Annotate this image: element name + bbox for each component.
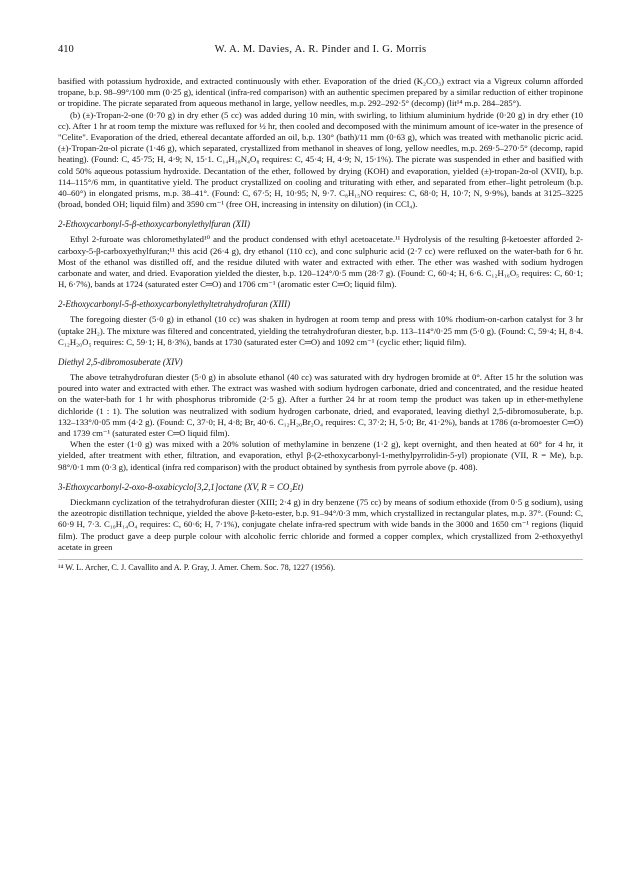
paragraph: Ethyl 2-furoate was chloromethylated¹⁰ and the product condensed with ethyl acetoacetate.¹¹ Hydrolysis of the resulting β-ketoester afforded 2-carboxy-5-β-carboxyethylfuran;¹¹ this acid (26·4 g), dry ethanol (110 cc), and conc sulphuric acid (2·7 cc) were refluxed on the water-bath for 6 hr. Most of the ethanol was distilled off, and the residue diluted with water and extracted with ether. The ether was washed with sodium hydrogen carbonate and water, and dried. Evaporation yielded the diester, b.p. 120–124°/0·5 mm (28·7 g). (Found: C, 60·4; H, 6·6. C₁₂H₁₆O₅ requires: C, 60·1; H, 6·7%), bands at 1724 (saturated ester C═O) and 1706 cm⁻¹ (aromatic ester C═O; liquid film). — [58, 234, 583, 290]
paragraph: Dieckmann cyclization of the tetrahydrofuran diester (XIII; 2·4 g) in dry benzene (75 cc) by means of sodium ethoxide (from 0·5 g sodium), using the azeotropic distillation technique, yielded the above β-keto-ester, b.p. 91–94°/0·3 mm, which crystallized in rectangular plates, m.p. 37°. (Found: C, 60·9 H, 7·3. C₁₀H₁₄O₄ requires: C, 60·6; H, 7·1%), conjugate chelate infra-red spectrum with wide bands in the 3000 and 1650 cm⁻¹ regions (liquid film). The product gave a deep purple colour with alcoholic ferric chloride and formed a copper complex, which crystallized from 2-ethoxyethyl acetate in green — [58, 496, 583, 552]
section-heading: 2-Ethoxycarbonyl-5-β-ethoxycarbonylethyltetrahydrofuran (XIII) — [58, 299, 291, 310]
paragraph: The foregoing diester (5·0 g) in ethanol (10 cc) was shaken in hydrogen at room temp and press with 10% rhodium-on-carbon catalyst for 3 hr (uptake 2H₂). The mixture was filtered and concentrated, yielding the tetrahydrofuran diester, b.p. 113–114°/0·25 mm (5·0 g). (Found: C, 59·4; H, 8·4. C₁₂H₂₀O₅ requires: C, 59·1; H, 8·3%), bands at 1730 (saturated ester C═O) and 1092 cm⁻¹ (cyclic ether; liquid film). — [58, 314, 583, 347]
paragraph: basified with potassium hydroxide, and extracted continuously with ether. Evaporation of the dried (K₂CO₃) extract via a Vigreux column afforded tropane, b.p. 98–99°/100 mm (0·25 g), identical (infra-red comparison) with an authentic specimen prepared by a similar reduction of either tropinone or tropidine. The picrate separated from aqueous methanol in large, yellow needles, m.p. 292–292·5° (decomp) (lit¹⁴ m.p. 284–285°). — [58, 76, 583, 109]
article-body — [58, 76, 583, 553]
running-header — [58, 44, 583, 58]
running-title: W. A. M. Davies, A. R. Pinder and I. G. Morris — [214, 44, 427, 55]
paragraph: (b) (±)-Tropan-2-one (0·70 g) in dry ether (5 cc) was added during 10 min, with swirling, to lithium aluminium hydride (0·20 g) in dry ether (10 cc). After 1 hr at room temp the mixture was refluxed for ½ hr, then cooled and decomposed with the minimum amount of ice-water in the presence of "Celite". Evaporation of the dried, ethereal decantate afforded an oil, b.p. 130° (bath)/11 mm (0·63 g), which was treated with methanolic picric acid. (±)-Tropan-2α-ol picrate (1·46 g), which separated, crystallized from methanol in sheaves of long, yellow needles, m.p. 269·5–270·5° (decomp, rapid heating). (Found: C, 45·75; H, 4·9; N, 15·1. C₁₄H₁₈N₄O₈ requires: C, 45·4; H, 4·9; N, 15·1%). The picrate was suspended in ether and basified with cold 50% aqueous potassium hydroxide. Decantation of the ether, followed by drying (KOH) and evaporation, yielded (±)-tropan-2α-ol (XVII), b.p. 114–115°/6 mm, in quantitative yield. The product crystallized on cooling and triturating with ether, and separated from ether–light petroleum (b.p. 40–60°) in elongated prisms, m.p. 38–41°. (Found: C, 67·5; H, 10·95; N, 9·7. C₈H₁₅NO requires: C, 68·0; H, 10·7; N, 9·9%), bands at 3125–3225 (broad, bonded OH; liquid film) and 3590 cm⁻¹ (free OH, increasing in intensity on dilution) (in CCl₄). — [58, 109, 583, 210]
section-heading: 2-Ethoxycarbonyl-5-β-ethoxycarbonylethylfuran (XII) — [58, 219, 250, 230]
paragraph: When the ester (1·0 g) was mixed with a 20% solution of methylamine in benzene (1·2 g), kept overnight, and then heated at 60° for 4 hr, it yielded, after treatment with ether, filtration, and evaporation, ethyl β-(2-ethoxycarbonyl-1-methylpyrrolidin-5-yl) propionate (VII, R = Me), b.p. 98°/0·1 mm (0·3 g), identical (infra red comparison) with the product obtained by synthesis from pyrrole above (p. 408). — [58, 439, 583, 472]
page-number: 410 — [58, 44, 74, 55]
footnote: ¹⁴ W. L. Archer, C. J. Cavallito and A. P. Gray, J. Amer. Chem. Soc. 78, 1227 (1956). — [58, 559, 583, 573]
section-heading: Diethyl 2,5-dibromosuberate (XIV) — [58, 357, 183, 368]
paragraph: The above tetrahydrofuran diester (5·0 g) in absolute ethanol (40 cc) was saturated with dry hydrogen bromide at 0°. After 15 hr the solution was poured into water and extracted with ether. The extract was washed with sodium hydrogen carbonate, dried and concentrated, and the residue heated on the water-bath for 1 hr with phosphorus tribromide (2·5 g). After a further 24 hr at room temp the product was taken up in ether-methylene dichloride (1 : 1). The solution was neutralized with sodium hydrogen carbonate, dried, and evaporated, leaving diethyl 2,5-dibromosuberate, b.p. 132–133°/0·05 mm (4·2 g). (Found: C, 37·0; H, 4·8; Br, 40·6. C₁₂H₂₀Br₂O₄ requires: C, 37·2; H, 5·0; Br, 41·2%), bands at 1786 (α-bromoester C═O) and 1739 cm⁻¹ (saturated ester C═O liquid film). — [58, 372, 583, 439]
section-heading: 3-Ethoxycarbonyl-2-oxo-8-oxabicyclo[3,2,1]octane (XV, R = CO₂Et) — [58, 481, 304, 492]
